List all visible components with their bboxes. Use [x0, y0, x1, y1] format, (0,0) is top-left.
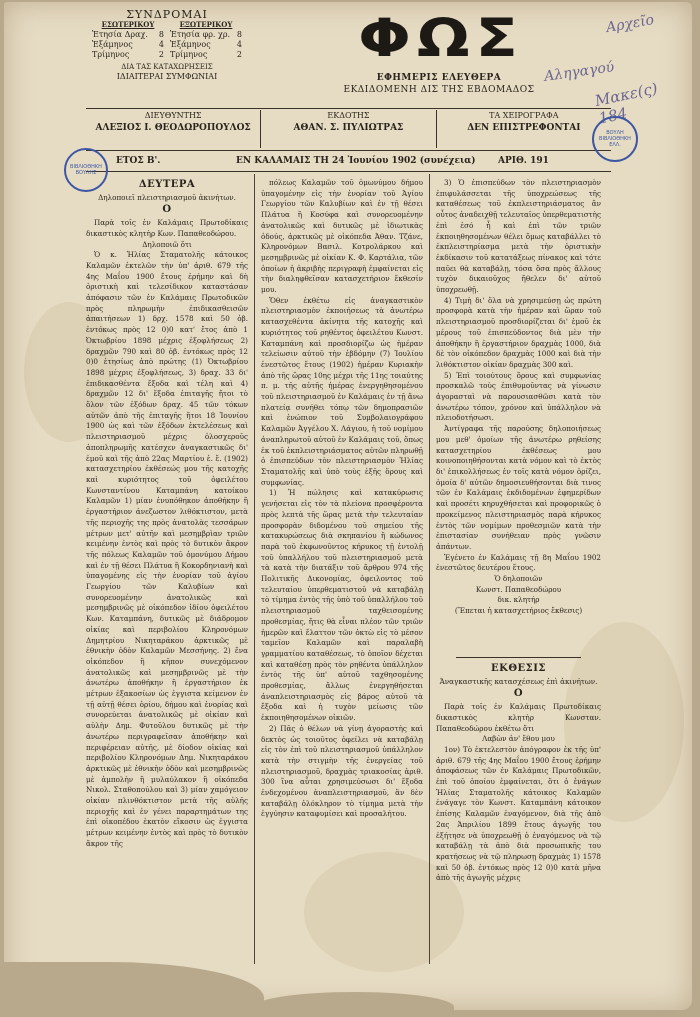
divider	[456, 657, 581, 658]
staff-info	[86, 110, 611, 148]
publisher-name: ΑΘΑΝ. Σ. ΠΥΛΙΩΤΡΑΣ	[293, 123, 404, 133]
section-heading: Ο	[513, 688, 524, 700]
domestic-title: ΕΣΩΤΕΡΙΚΟΥ	[101, 20, 155, 29]
section-heading: ΔΕΥΤΕΡΑ	[138, 179, 196, 190]
paragraph: Ἀντίγραφα τῆς παρούσης δηλοποιήσεως μου μεθ' ὁμοίων τῆς ἀνωτέρω ρηθείσης κατασχετηρίου ἐκθέσεως μου κοινοποιηθήσονται κατὰ νόμον καὶ τὸ ἐκτὸς δι' ἐπικολλήσεως ἐν τοῖς κατὰ νόμον ὁρίζει, ὁμοία δ' αὐτῶν δημοσιευθήσονται διὰ τινος τῶν ἐν Καλάμαις ἐκδιδομένων ἐφημερίδων καὶ προσέτι κηρυχθήσεται καὶ προφορικῶς ὁ προκείμενος πλειστηριασμὸς παρὰ κήρυκος ἐντὸς τῶν νομίμων προθεσμιῶν κατὰ τὴν ἐπιστασίαν συνήθειαν πρὸς γνῶσιν ἁπάντων.	[436, 424, 601, 551]
director-cell	[86, 110, 260, 148]
paragraph: 3) Ὁ ἐπισπεύδων τὸν πλειστηριασμὸν ἐπιφυλάσσεται τῆς ὑποχρεώσεως τῆς καταθέσεως τοῦ ἐκπλειστηριάσματος ἂν οὗτος ἀναδειχθῇ τελευταῖος ὑπερθεματιστὴς ἐπὶ ἐσό ἦ καὶ ἐπὶ τῶν τριῶν ἐκποιηθησομένων θέλει ὅμως καταβάλλει τὸ ἐκπλειστηρίασμα μετὰ τὴν ὁριστικὴν ἐκδίκασιν τοῦ κατατάξεως πίνακος καὶ τότε παῦει θὰ καταβάλῃ, τόσα ὅσα πρὸς ἄλλους τυχὸν δικαιοῦχος ἤθελεν δι' αὐτοῦ ὑποχρεωθῇ.	[436, 178, 601, 295]
ads-note: ΔΙΑ ΤΑΣ ΚΑΤΑΧΩΡΗΣΕΙΣ	[121, 63, 213, 71]
director-label: ΔΙΕΥΘΥΝΤΗΣ	[144, 111, 202, 120]
dateline	[86, 154, 611, 170]
paragraph: Ἐγένετο ἐν Καλάμαις τῇ 8η Μαΐου 1902 ἐνεστῶτος δευτέρου ἔτους.	[436, 552, 601, 573]
masthead-subtitle	[304, 72, 574, 96]
rate-value: 8	[158, 30, 164, 39]
torn-edge	[4, 962, 264, 1010]
rate-label: Τρίμηνος	[170, 50, 208, 59]
rate-label: Ἐτησία φρ. χρ.	[170, 30, 231, 39]
handwritten-note: Αληγαγού	[543, 59, 616, 85]
paragraph: 4) Τιμὴ δι' ὅλα νὰ χρησιμεύσῃ ὡς πρώτη προσφορὰ κατὰ τὴν ἡμέραν καὶ ὥραν τοῦ πλειστηριασμοῦ προσδιορίζεται δι' ἐμοῦ ἐκ μέρους τοῦ ἐπισπεύδοντος διὰ μὲν τὴν ἀποθήκην ἢ ἐργαστήριον δραχμὰς 1000, διὰ δὲ τὸν οἰκόπεδον δραχμὰς 1000 καὶ διὰ τὴν λιθόκτιστον οἰκίαν δραχμὰς 300 καὶ.	[436, 295, 601, 369]
divider	[86, 171, 611, 172]
paragraph: Ὁ δηλοποιῶν	[494, 574, 543, 584]
rate-value: 2	[158, 50, 164, 59]
paragraph: 2) Πᾶς ὁ θέλων νὰ γίνῃ ἀγοραστὴς καὶ δεκτὸς ὡς τοιοῦτος ὀφείλει νὰ καταβάλῃ εἰς τὸν ἐπὶ τοῦ πλειστηριασμοῦ ὑπάλληλον κατὰ τὴν στιγμὴν τῆς ἐνεργείας τοῦ πλειστηριασμοῦ, δραχμὰς τριακοσίας ἀριθ. 300 ἵνα αὗται χρησιμεύσωσι δι' ἔξοδα ἐνδεχομένου ἀναπλειστηριασμοῦ, ἂν δὲν καταβάλῃ ὁλόκληρον τὸ τίμημα μετὰ τὴν ἐγγύησιν καταφυμίσει καὶ προσαλήτου.	[261, 723, 423, 819]
paragraph: 1ον) Τὸ ἐκτελεστὸν ἀπόγραφον ἐκ τῆς ὑπ' ἀριθ. 679 τῆς 4ης Μαΐου 1900 ἔτους ἐρήμην ἀποφάσεως τῶν ἐν Καλάμαις Πρωτοδικῶν, ἐπὶ τοῦ ὁποίου ἐμφαίνεται, ὅτι ὁ ἐνάγων Ἠλίας Σταματολῆς κάτοικος Καλαμῶν ἐνάγαγε τὸν Κωνστ. Καταμπάνη κάτοικον ἐπίσης Καλαμῶν ἐναγόμενον, διὰ τῆς ἀπὸ 2ας Ἀπριλίου 1899 ἔτους ἀγωγῆς του ἐξήτησε νὰ ὑποχρεωθῇ ὁ ἐναγόμενος νὰ τῷ καταβάλῃ τὰ ἀπὸ διὰ προσωπικῆς του κρατήσεως νὰ τῷ πληρωσῃ δραχμὰς 1) 1578 καὶ 50 ὀβ. ἐντόκως πρὸς 12 0)0 κατὰ μῆνα ἀπὸ τῆς ἀγωγῆς μέχρις	[436, 744, 601, 883]
column-divider	[429, 174, 430, 964]
paragraph: 1) Ἡ πώλησις καὶ κατακύρωσις γενήσεται εἰς τὸν τὰ πλείονα προσφέροντα πρὸς λεπτὰ τῆς ὥρας μετὰ τὴν τελευταίαν προσφορὰν διδομένου τοῦ σημείου τῆς κατακυρώσεως διὰ σκηπανίου ἢ κώδωνος παρὰ τοῦ ἐκφωνοῦντος κήρυκος τῇ ἐντολῇ τοῦ ὑπαλλήλου τοῦ πλειστηριασμοῦ μετὰ τὰ κατὰ τὴν διατάξιν τοῦ ἄρθρου 974 τῆς Πολιτικῆς Δικονομίας, ὀφειλοντος τοῦ τελευταίου ὑπερθεματιστοῦ νὰ καταβάλῃ τὸ τίμημα ἐντὸς τῆς ὑπὸ τοῦ ὑπαλλήλου τοῦ πλειστηριασμοῦ ταχθεισομένης προθεσμίας, ἥτις θὰ εἶναι πλέον τῶν τριῶν ἡμερῶν καὶ ἔλαττον τῶν ὀκτὼ εἰς τὸ μέσον ταμεῖον Καλαμῶν καὶ παραλαβὴ γραμματίου καταθέσεως, τὸ ὁποῖον δέχεται καὶ καταθέσῃ πρὸς τὸν ρηθέντα ὑπάλληλον ἐντὸς τῆς ὑπ' αὐτοῦ ταχθησομένης προθεσμίας, ἄλλως ἐνεργηθήσεται ἀναπλειστηριασμὸς εἰς βάρος αὐτοῦ τὰ ἔξοδα καὶ ἡ τυχὸν μείωσις τῶν ἐκποιηθησομένων οἰκιῶν.	[261, 488, 423, 723]
rate-value: 2	[236, 50, 242, 59]
handwritten-note: Μακε(ς) 184	[593, 79, 660, 128]
paragraph: 5) Ἐπὶ τοιούτους ὅρους καὶ συμφωνίας προσκαλῶ τοὺς ἐπιθυμοῦντας νὰ γίνωσιν ἀγορασταὶ νὰ παρουσιασθῶσι κατὰ τὸν ἀνωτέρω τόπον, χρόνον καὶ ὑπάλληλον νὰ πλειοδοτήσωσι.	[436, 370, 601, 423]
article-column-2	[261, 178, 423, 968]
paragraph: Ἀναγκαστικῆς κατασχέσεως ἐπὶ ἀκινήτων.	[439, 676, 598, 686]
divider	[86, 108, 611, 109]
paragraph: (Ἕπεται ἡ κατασχετήριος ἔκθεσις)	[454, 606, 583, 616]
divider	[86, 150, 611, 151]
manuscripts-cell	[436, 110, 611, 148]
rate-label: Τρίμηνος	[92, 50, 130, 59]
rate-value: 4	[158, 40, 164, 49]
paragraph: Ὅθεν ἐκθέτω εἰς ἀναγκαστικὸν πλειστηριασμὸν ἐκποιήσεως τὰ ἀνωτέρω κατασχεθέντα ἀκίνητα τῆς κατοχῆς καὶ κυριότητος τοῦ ρηθέντος ὀφειλέτου Κωνστ. Καταμπάνη καὶ προσδιορίζω ὡς ἡμέραν τελείωσιν αὐτοῦ τὴν ἑβδόμην (7) Ἰουλίου ἐνεστῶτος ἔτους (1902) ἡμέραν Κυριακὴν ἀπὸ τῆς ὥρας 10ης μέχρι τῆς 11ης τοιαύτης π. μ. τῆς αὐτῆς ἡμέρας ἐνεργηθησομένου τοῦ πλειστηριασμοῦ ἐν Καλάμαις ἐν τῇ ἄνω πλατείᾳ συνήθει τόπῳ τῶν δημοπρασιῶν καὶ ἐνώπιον τοῦ Συμβολαιογράφου Καλαμῶν Ἀγγέλου Χ. Λάγιου, ἡ τοῦ νομίμου ἀναπληρωτοῦ αὐτοῦ ἐν Καλάμαις τοῦ, ὅπως ἐκ τοῦ ἐκπλειστηριάσματος αὐτῶν πληρωθῇ ὁ ἐπισπεύδων τὸν πλειστηριασμὸν Ἠλίας Σταματολῆς καὶ ὑπὸ τοὺς ἑξῆς ὅρους καὶ συμφωνίας.	[261, 295, 423, 487]
issue-year: ΕΤΟΣ Β'.	[116, 156, 161, 166]
paragraph: Κωνστ. Παπαθεοδώρου	[475, 584, 562, 594]
issue-place-date: ΕΝ ΚΑΛΑΜΑΙΣ ΤΗ 24 Ἰουνίου 1902 (συνέχεια)	[236, 156, 476, 166]
paragraph: Δηλοποιεῖ πλειστηριασμοῦ ἀκινήτων.	[98, 192, 236, 202]
handwritten-note: Αρχεῖο	[604, 11, 656, 37]
abroad-title: ΕΞΩΤΕΡΙΚΟΥ	[179, 20, 233, 29]
publisher-cell	[260, 110, 435, 148]
newspaper-page	[4, 2, 692, 1010]
paragraph: πόλεως Καλαμῶν τοῦ ὁμωνύμου δήμου ὑπαγομένην εἰς τὴν ἐνορίαν τοῦ Ἁγίου Γεωργίου τῶν Καλυβίων καὶ ἐν τῇ θέσει Πλάτυα ἢ Κοσύφα καὶ συνορευομένην ἀνατολικῶς καὶ δυτικῶς μὲ ἰδιωτικὰς ὁδούς, ἀρκτικῶς μὲ οἰκόπεδα Ἀθαν. Τζάνε, Κληρονόμων Βασιλ. Κοτρολάρκου καὶ μεσημβρινῶς μὲ οἰκίαν Κ. Φ. Καρτάλια, τῶν ὁποίων ἡ ἀκριβὴς περιγραφὴ ἐμφαίνεται εἰς τὴν διαληφθεῖσαν κατασχετήριον ἔκθεσίν μου.	[261, 178, 423, 295]
paragraph: Παρὰ τοῖς ἐν Καλάμαις Πρωτοδίκαις δικαστικὸς κλητὴρ Κωνσταν. Παπαθεοδώρου ἐκθέτω ὅτι	[436, 702, 601, 733]
paragraph: δικ. κλητήρ	[497, 595, 540, 605]
library-stamp-icon: ΒΟΥΛΗ ΒΙΒΛΙΟΘΗΚΗ ΕΛΛ.	[592, 116, 638, 162]
masthead-subtitle-line2: ΕΚΔΙΔΟΜΕΝΗ ΔΙΣ ΤΗΣ ΕΒΔΟΜΑΔΟΣ	[343, 85, 535, 95]
domestic-rates	[92, 20, 164, 60]
library-stamp-icon: ΒΙΒΛΙΟΘΗΚΗ ΒΟΥΛΗΣ	[64, 148, 108, 192]
publisher-label: ΕΚΔΟΤΗΣ	[327, 111, 370, 120]
rate-value: 8	[236, 30, 242, 39]
subscriptions-heading: ΣΥΝΔΡΟΜΑΙ	[126, 8, 208, 21]
issue-number: ΑΡΙΘ. 191	[498, 156, 549, 166]
section-heading: ΕΚΘΕΣΙΣ	[491, 663, 546, 674]
manuscripts-label: ΤΑ ΧΕΙΡΟΓΡΑΦΑ	[489, 111, 559, 120]
masthead-subtitle-line1: ΕΦΗΜΕΡΙΣ ΕΛΕΥΘΕΡΑ	[376, 73, 502, 83]
rate-label: Ἐτησία Δραχ.	[92, 30, 148, 39]
paragraph: Ὁ κ. Ἠλίας Σταματολῆς κάτοικος Καλαμῶν ἐκτελῶν τὴν ὑπ' ἀριθ. 679 τῆς 4ης Μαΐου 1900 ἔτους ἐρήμην καὶ δὴ ὁριστικὴ καὶ τελεσίδικον καταστάσαν ἀπόφασιν τῶν ἐν Καλάμαις Πρωτοδικῶν πρὸς πληρωμὴν ἐπιδικασθεισῶν ἀπαιτήσεων 1) δρχ. 1578 καὶ 50 ὀβ. ἐντόκως πρὸς 12 0)0 κατ' ἔτος ἀπὸ 1 Ὀκτωβρίου 1898 μέχρις ἐξοφλήσεως 2) δραχμῶν 790 καὶ 80 ὀβ. ἐντόκως πρὸς 12 0)0 ἐτησίως ἀπὸ πρώτης (1) Ὀκτωβρίου 1898 μέχρις ἐξοφλήσεως, 3) δραχ. 33 δι' ἐπιδικασθέντα ἔξοδα καὶ τέλη καὶ 4) δραχμῶν 12 δι' ἔξοδα ἐπιταγῆς ἤτοι τὸ ὅλον τῶν ἐξόδων δραχ. 45 τῶν τόκων αὐτῶν ἀπὸ τῆς ἐπιταγῆς ἤτοι 18 Ἰουνίου 1900 ὡς καὶ τῶν ἐξόδων ἐκτελέσεως καὶ πλειστηριασμοῦ μέχρις ὁλοσχεροῦς ἀποπληρωμῆς κατέσχεν ἀναγκαστικῶς δι' ἐμοῦ καὶ τῆς ἀπὸ 22ας Μαρτίου ἐ. ἔ. (1902) κατασχετηρίου ἐκθέσεώς μου τῆς κατοχῆς καὶ κυριότητος τοῦ ὀφειλέτου Κωνσταντίνου Καταμπάνη κατοίκου Καλαμῶν 1) μίαν ἐνυπόθηκον ἀποθήκην ἢ ἐργαστήριον ἀνεζωστον λιθόκτιστον, μετὰ τῆς περιοχῆς της πρὸς ἀνατολὰς τεσσάρων μέτρων μετ' αὐτῆν καὶ μεσημβρὶαν τριῶν κειμένην ἐντὸς καὶ πρὸς τὸ δυτικὸν ἄκρον τῆς πόλεως Καλαμῶν τοῦ ὁμονύμου Δήμου καὶ ἐν τῇ θέσει Πλάτυα ἢ Κοκορδηνιανὴ καὶ ὑπαγομένης εἰς τὴν ἐνορίαν τοῦ ἁγίου Γεωργίου τῶν Καλυβίων καὶ συνορευομένην ἀνατολικῶς καὶ μεσημβρινῶς μὲ οἰκόπεδον ἰδίου ὀφειλέτου Κων. Καταμπάνη, δυτικῶς μὲ διάδρομον οἰκίας καὶ περιβολίου Κληρονόμων Δημητρίου Νικηταράκου ἀρκτικῶς μὲ ἐθνικὴν ὁδὸν Καλαμῶν Μεσσήνης. 2) ἕνα οἰκόπεδον ἢ κῆπον συνεχόμενον ἀνατολικῶς καὶ μεσημβρινῶς μὲ τὴν ἀνωτέρω ἀποθήκην ἢ ἐργαστήριον ἐκ μέτρων ἑξακοσίων ὡς ἐγγιστα κείμενον ἐν τῇ αὐτῇ θέσει ὁρίου, δήμου καὶ ἐνορίας καὶ συνορεύεται ἀνατολικῶς μὲ οἰκίαν καὶ αὐλὴν Δημ. Φυτοῦλου δυτικῶς μὲ τὴν ἀνωτέρω περιγραφεῖσαν ἀποθήκην καὶ περιφέρειαν αὐτῆς, μὲ δίοδον οἰκίας καὶ περιβολίου Κληρονόμων Δημ. Νικηταράκου ἀρκτικῶς μὲ ἐθνικὴν ὁδὸν καὶ μεσημβρινῶς μὲ ἀμπολὴν ἢ μυλαύλακον ἢ οἰκόπεδα Νικολ. Σταθοπούλου καὶ 3) μίαν χαμόγειον οἰκίαν πλινθόκτιστον μετὰ τῆς αὐλῆς περιοχῆς καὶ ἐν γένει παραρτημάτων της ἐπὶ οἰκοπέδου ἑκατὸν εἴκοσιν ὡς ἐγγιστα μέτρων κειμένην ἐντὸς καὶ πρὸς τὸ δυτικὸν ἄκρον τῆς	[86, 250, 248, 848]
manuscripts-note: ΔΕΝ ΕΠΙΣΤΡΕΦΟΝΤΑΙ	[467, 123, 581, 133]
article-column-3-report	[436, 662, 601, 968]
paragraph: Παρὰ τοῖς ἐν Καλάμαις Πρωτοδίκαις δικαστικὸς κλητὴρ Κων. Παπαθεοδώρου.	[86, 218, 248, 238]
rate-label: Ἑξάμηνος	[170, 40, 211, 49]
column-divider	[254, 174, 255, 964]
masthead-title: ΦΩΣ	[358, 5, 524, 69]
subscription-box	[92, 10, 242, 82]
ads-note-2: ΙΔΙΑΙΤΕΡΑΙ ΣΥΜΦΩΝΙΑΙ	[116, 72, 218, 81]
article-column-3-notice	[436, 178, 601, 654]
director-name: ΑΛΕΞΙΟΣ Ι. ΘΕΟΔΩΡΟΠΟΥΛΟΣ	[95, 123, 251, 133]
rate-value: 4	[236, 40, 242, 49]
paragraph: Δηλοποιῶ ὅτι	[142, 239, 192, 249]
section-heading: Ο	[162, 204, 172, 216]
article-column-1	[86, 178, 248, 968]
paragraph: Λαβὼν ἀν' ἔθου μου	[482, 734, 555, 744]
torn-edge	[254, 992, 454, 1010]
abroad-rates	[170, 20, 242, 60]
rate-label: Ἑξάμηνος	[92, 40, 133, 49]
